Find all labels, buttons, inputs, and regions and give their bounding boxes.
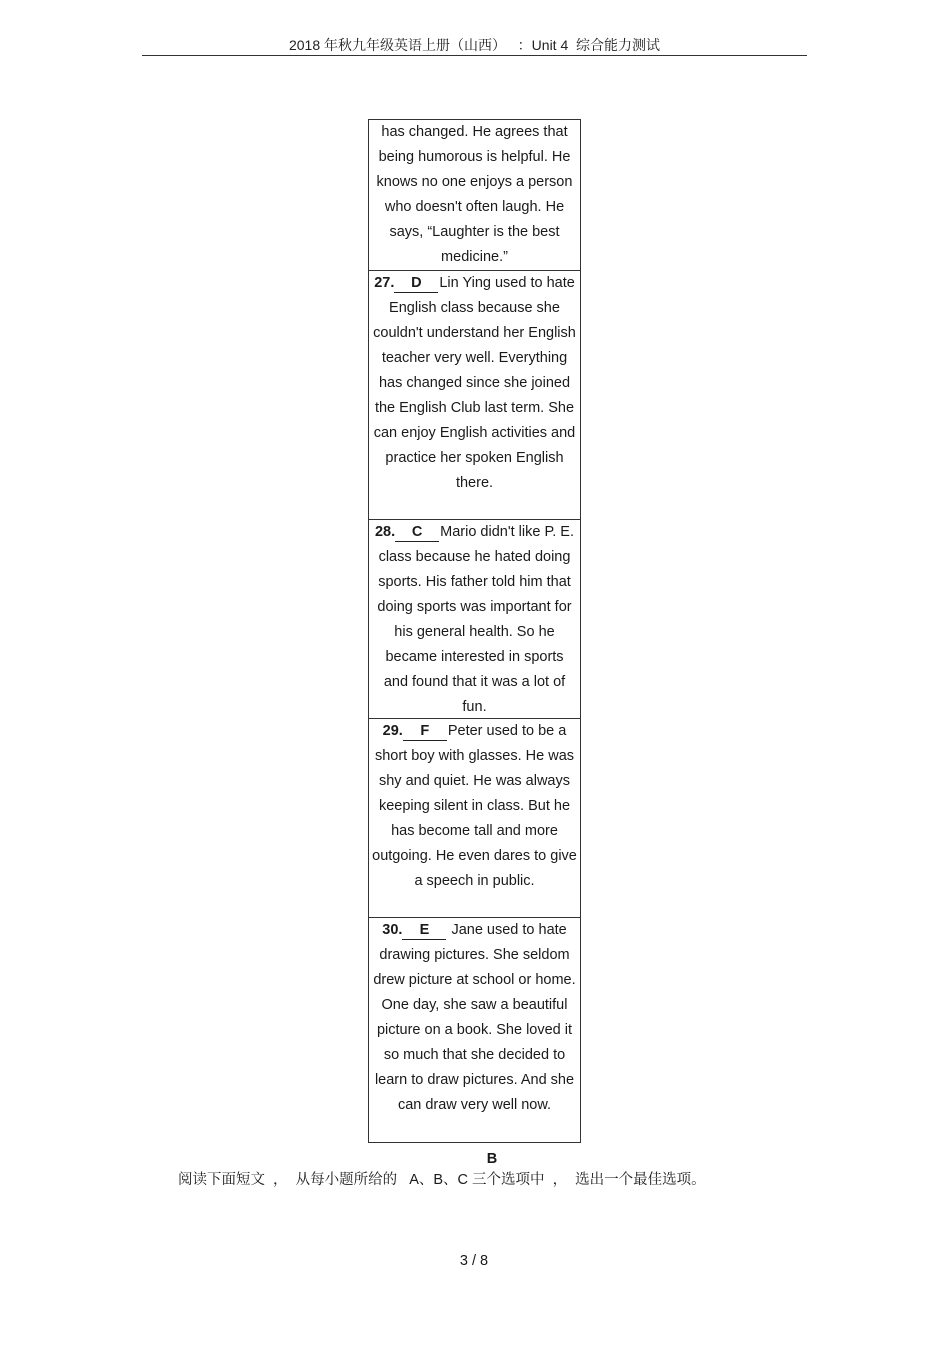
question-number: 28.	[374, 524, 396, 540]
page-number: 3 / 8	[459, 1253, 489, 1269]
answer-blank: C	[395, 523, 439, 542]
question-number: 27.	[374, 275, 395, 291]
section-instruction: 阅读下面短文 ， 从每小题所给的 A、B、C 三个选项中 ， 选出一个最佳选项。	[178, 1172, 706, 1188]
question-number: 30.	[382, 922, 403, 938]
question-text: Lin Ying used to hate English class because she couldn't understand her English teacher very well. Everything has changed since she joined the English Club last term. She can enjoy English activities and practice her spoken English there.	[373, 275, 576, 491]
table-row-30	[369, 917, 580, 1142]
answer-blank: E	[402, 921, 446, 940]
table-row-29	[369, 718, 580, 917]
question-text: Mario didn't like P. E. class because he hated doing sports. His father told him that doing sports was important for his general health. So he became interested in sports and found that it was a lot of fun.	[377, 524, 575, 715]
question-number: 29.	[382, 723, 403, 739]
matching-table	[368, 119, 581, 1143]
intro-text: has changed. He agrees that being humorous is helpful. He knows no one enjoys a person who doesn't often laugh. He says, “Laughter is the best medicine.”	[376, 124, 573, 265]
question-text: Jane used to hate drawing pictures. She seldom drew picture at school or home. One day, she saw a beautiful picture on a book. She loved it so much that she decided to learn to draw pictures. And she can draw very well now.	[373, 922, 576, 1113]
table-row-27	[369, 270, 580, 519]
answer-blank: F	[403, 722, 447, 741]
page-header: 2018 年秋九年级英语上册（山西） ：Unit 4 综合能力测试	[142, 36, 807, 56]
section-label: B	[486, 1151, 498, 1167]
question-text: Peter used to be a short boy with glasses. He was shy and quiet. He was always keeping silent in class. But he has become tall and more outgoing. He even dares to give a speech in public.	[372, 723, 577, 889]
table-row-intro	[369, 120, 580, 270]
table-row-28	[369, 519, 580, 718]
answer-blank: D	[394, 274, 438, 293]
